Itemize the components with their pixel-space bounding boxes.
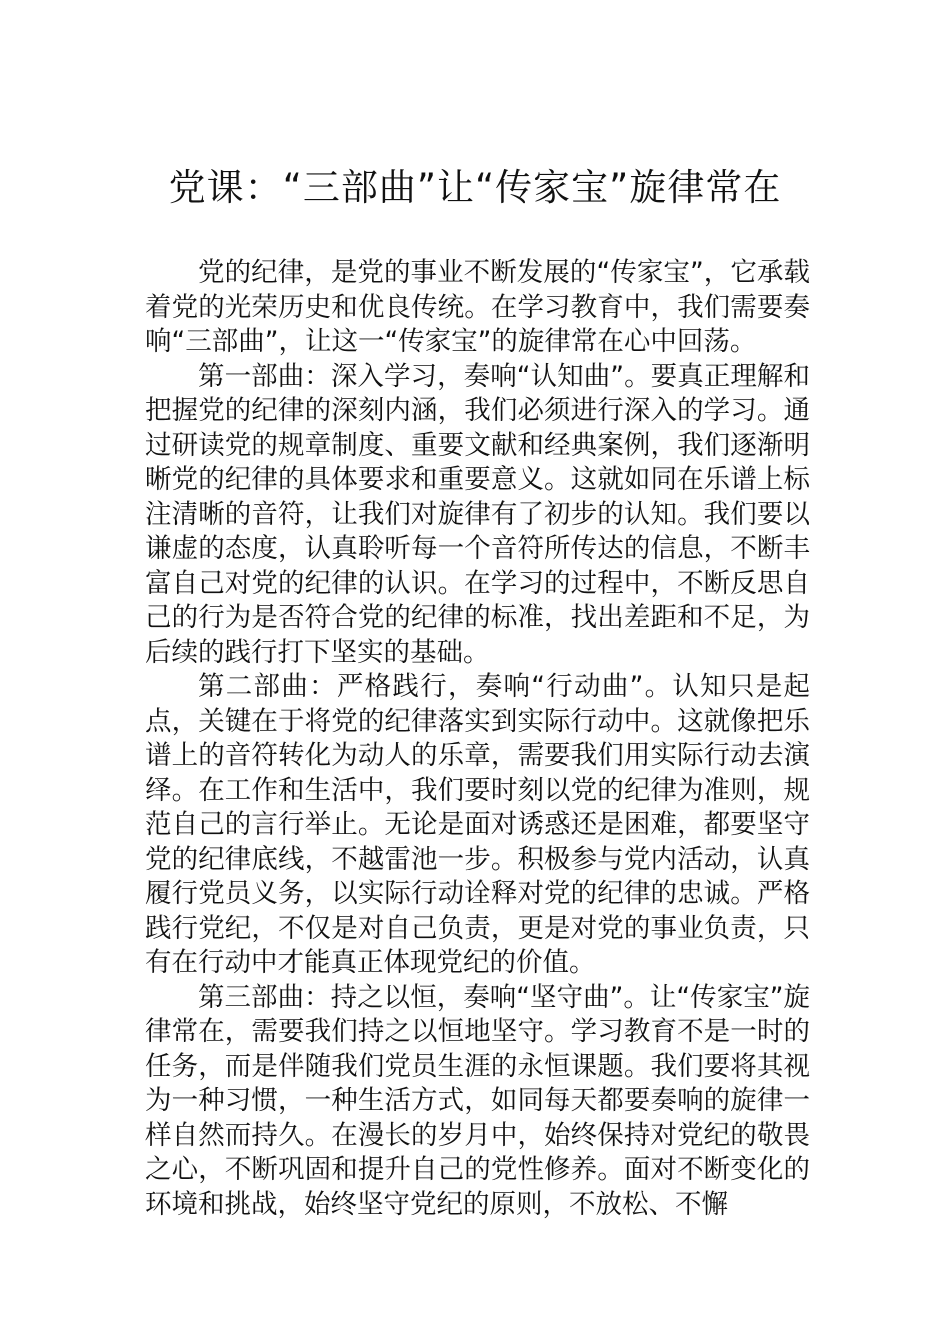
paragraph-part-one: 第一部曲：深入学习，奏响“认知曲”。要真正理解和把握党的纪律的深刻内涵，我们必须进行深入的学习。通过研读党的规章制度、重要文献和经典案例，我们逐渐明晰党的纪律的具体要求和重要意义。这就如同在乐谱上标注清晰的音符，让我们对旋律有了初步的认知。我们要以谦虚的态度，认真聆听每一个音符所传达的信息，不断丰富自己对党的纪律的认识。在学习的过程中，不断反思自己的行为是否符合党的纪律的标准，找出差距和不足，为后续的践行打下坚实的基础。 <box>145 360 810 668</box>
paragraph-part-two: 第二部曲：严格践行，奏响“行动曲”。认知只是起点，关键在于将党的纪律落实到实际行动中。这就像把乐谱上的音符转化为动人的乐章，需要我们用实际行动去演绎。在工作和生活中，我们要时刻以党的纪律为准则，规范自己的言行举止。无论是面对诱惑还是困难，都要坚守党的纪律底线，不越雷池一步。积极参与党内活动，认真履行党员义务，以实际行动诠释对党的纪律的忠诚。严格践行党纪，不仅是对自己负责，更是对党的事业负责，只有在行动中才能真正体现党纪的价值。 <box>145 671 810 978</box>
paragraph-intro: 党的纪律，是党的事业不断发展的“传家宝”，它承载着党的光荣历史和优良传统。在学习教育中，我们需要奏响“三部曲”，让这一“传家宝”的旋律常在心中回荡。 <box>145 257 810 357</box>
document-title: 党课：“三部曲”让“传家宝”旋律常在 <box>168 166 782 209</box>
document-body <box>145 256 810 1222</box>
paragraph-part-three: 第三部曲：持之以恒，奏响“坚守曲”。让“传家宝”旋律常在，需要我们持之以恒地坚守。学习教育不是一时的任务，而是伴随我们党员生涯的永恒课题。我们要将其视为一种习惯，一种生活方式，如同每天都要奏响的旋律一样自然而持久。在漫长的岁月中，始终保持对党纪的敬畏之心，不断巩固和提升自己的党性修养。面对不断变化的环境和挑战，始终坚守党纪的原则，不放松、不懈 <box>145 981 810 1220</box>
